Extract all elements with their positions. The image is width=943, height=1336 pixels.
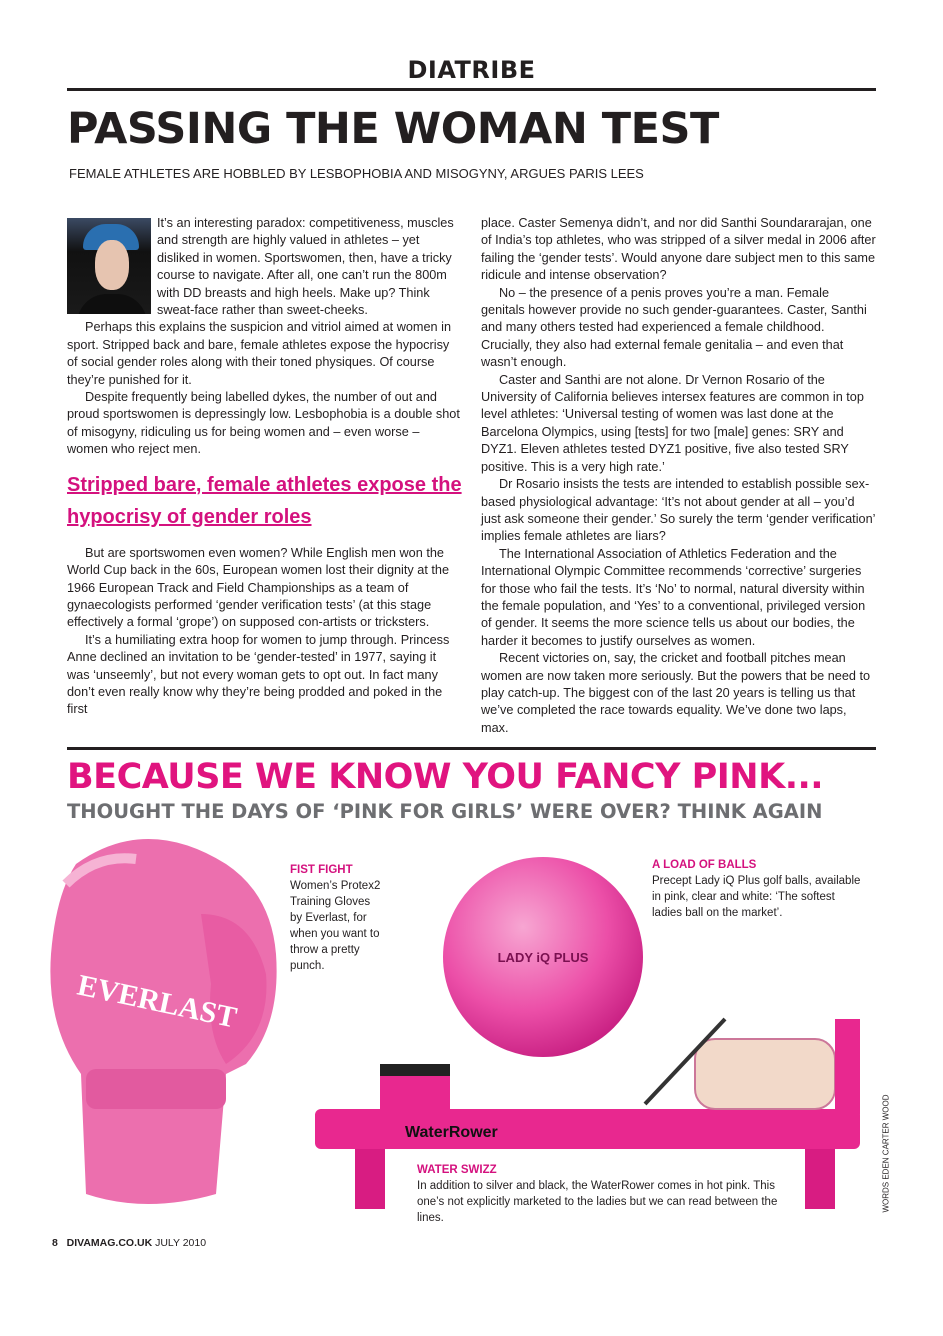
caption-text: Precept Lady iQ Plus golf balls, available in pink, clear and white: ‘The softest ladies ball on the market’. bbox=[652, 875, 861, 920]
paragraph: It’s an interesting paradox: competitiveness, muscles and strength are highly valued in athletes – yet disliked in women. Sportswomen, then, have a tricky course to navigate. After all, one can’t run the 800m with DD breasts and high heels. Make up? Think sweat-face rather than sweet-cheeks. bbox=[157, 216, 454, 318]
paragraph: No – the presence of a penis proves you’re a man. Female genitals however provide no such gender-guarantees. Caster, Santhi and many others tested had experienced a female childhood. Crucially, they also had external female genitalia – and even that wasn’t enough. bbox=[481, 285, 867, 370]
ball-logo: LADY iQ PLUS bbox=[497, 950, 589, 966]
product-section bbox=[0, 824, 943, 1264]
page-number: 8 bbox=[52, 1237, 58, 1250]
article-column-right bbox=[481, 215, 876, 737]
footer-date: JULY 2010 bbox=[155, 1237, 207, 1250]
boxing-glove-image bbox=[36, 824, 286, 1214]
section-label: DIATRIBE bbox=[407, 56, 536, 84]
paragraph: But are sportswomen even women? While English men won the World Cup back in the 60s, European women lost their dignity at the 1966 European Track and Field Championships as a team of gynaecologists performed ‘gender verification tests’ (at this stage effectively a formal ‘grope’) on supposed con-artists or tricksters. bbox=[67, 545, 450, 630]
paragraph: Recent victories on, say, the cricket and football pitches mean women are now taken more seriously. But the powers that be need to play catch-up. The biggest con of the last 20 years is telling us that we’ve completed the race towards equality. We’ve done two laps, max. bbox=[481, 651, 871, 735]
photo-credit: WORDS EDEN CARTER WOOD bbox=[881, 1094, 891, 1213]
article-title: PASSING THE WOMAN TEST bbox=[67, 104, 719, 154]
article-body bbox=[67, 215, 876, 737]
standfirst: FEMALE ATHLETES ARE HOBBLED BY LESBOPHOBIA AND MISOGYNY, ARGUES PARIS LEES bbox=[69, 166, 644, 181]
paragraph: Caster and Santhi are not alone. Dr Vernon Rosario of the University of California believes intersex features are common in top level athletes: ‘Universal testing of women was last done at the Barcelona Olympics, using [tests] for two [male] genes: SRY and DYZ1. Eleven athletes tested DYZ1 positive, five also tested SRY positive. This is a very high rate.’ bbox=[481, 372, 864, 474]
caption-heading: WATER SWIZZ bbox=[417, 1164, 497, 1177]
divider bbox=[67, 88, 876, 91]
paragraph: Perhaps this explains the suspicion and vitriol aimed at women in sport. Stripped back and bare, female athletes expose the hypocrisy of social gender roles along with their toned physiques. Of course they’re punished for it. bbox=[67, 320, 452, 387]
caption-fist-fight bbox=[290, 862, 382, 974]
paragraph: Despite frequently being labelled dykes, the number of out and proud sportswomen is depressingly low. Lesbophobia is a double shot of misogyny, ridiculing us for being women and – even worse – women who reject men. bbox=[67, 390, 460, 457]
author-photo bbox=[67, 218, 151, 314]
divider bbox=[67, 747, 876, 750]
paragraph: It’s a humiliating extra hoop for women to jump through. Princess Anne declined an invitation to be ‘gender-tested’ in 1977, saying it was ‘unseemly’, but not every woman gets to opt out. In fact many don’t even really know why they’re being prodded and poked in the first bbox=[67, 632, 450, 717]
caption-heading: FIST FIGHT bbox=[290, 864, 353, 877]
caption-water-swizz bbox=[417, 1162, 787, 1226]
magazine-page bbox=[0, 56, 943, 1264]
paragraph: Dr Rosario insists the tests are intended to establish possible sex-based physiological advantage: ‘It’s not about gender at all – you’d just ask someone their gender.’ So surely the term ‘gender verification’ implies female athletes are liars? bbox=[481, 477, 875, 544]
caption-text: In addition to silver and black, the WaterRower comes in hot pink. This one’s not explicitly marketed to the ladies but we can read between the lines. bbox=[417, 1180, 778, 1225]
glove-logo: EVERLAST bbox=[74, 968, 240, 1035]
footer-site: DIVAMAG.CO.UK bbox=[66, 1237, 153, 1250]
caption-heading: A LOAD OF BALLS bbox=[652, 859, 757, 872]
paragraph: The International Association of Athletics Federation and the International Olympic Committee recommends ‘corrective’ surgeries for those who fail the tests. It’s ‘No’ to normal, natural diversity within the female population, and ‘Yes’ to a conventional, privileged version of gender. It seems the more science tells us about our bodies, the harder it becomes to justify ourselves as women. bbox=[481, 546, 866, 648]
rower-logo: WaterRower bbox=[405, 1124, 498, 1142]
pink-subhead: THOUGHT THE DAYS OF ‘PINK FOR GIRLS’ WERE OVER? THINK AGAIN bbox=[67, 800, 823, 824]
pink-headline: BECAUSE WE KNOW YOU FANCY PINK... bbox=[67, 757, 824, 798]
caption-text: Women’s Protex2 Training Gloves by Everlast, for when you want to throw a pretty punch. bbox=[290, 880, 381, 973]
paragraph: place. Caster Semenya didn’t, and nor did Santhi Soundararajan, one of India’s top athletes, who was stripped of a silver medal in 2006 after failing the ‘gender tests’. Would anyone dare subject men to this same ridicule and intense observation? bbox=[481, 216, 876, 283]
water-rower-image bbox=[305, 1009, 875, 1159]
article-column-left bbox=[67, 215, 462, 719]
caption-load-of-balls bbox=[652, 857, 867, 921]
pull-quote: Stripped bare, female athletes expose the hypocrisy of gender roles bbox=[67, 473, 462, 528]
page-footer bbox=[52, 1237, 206, 1249]
